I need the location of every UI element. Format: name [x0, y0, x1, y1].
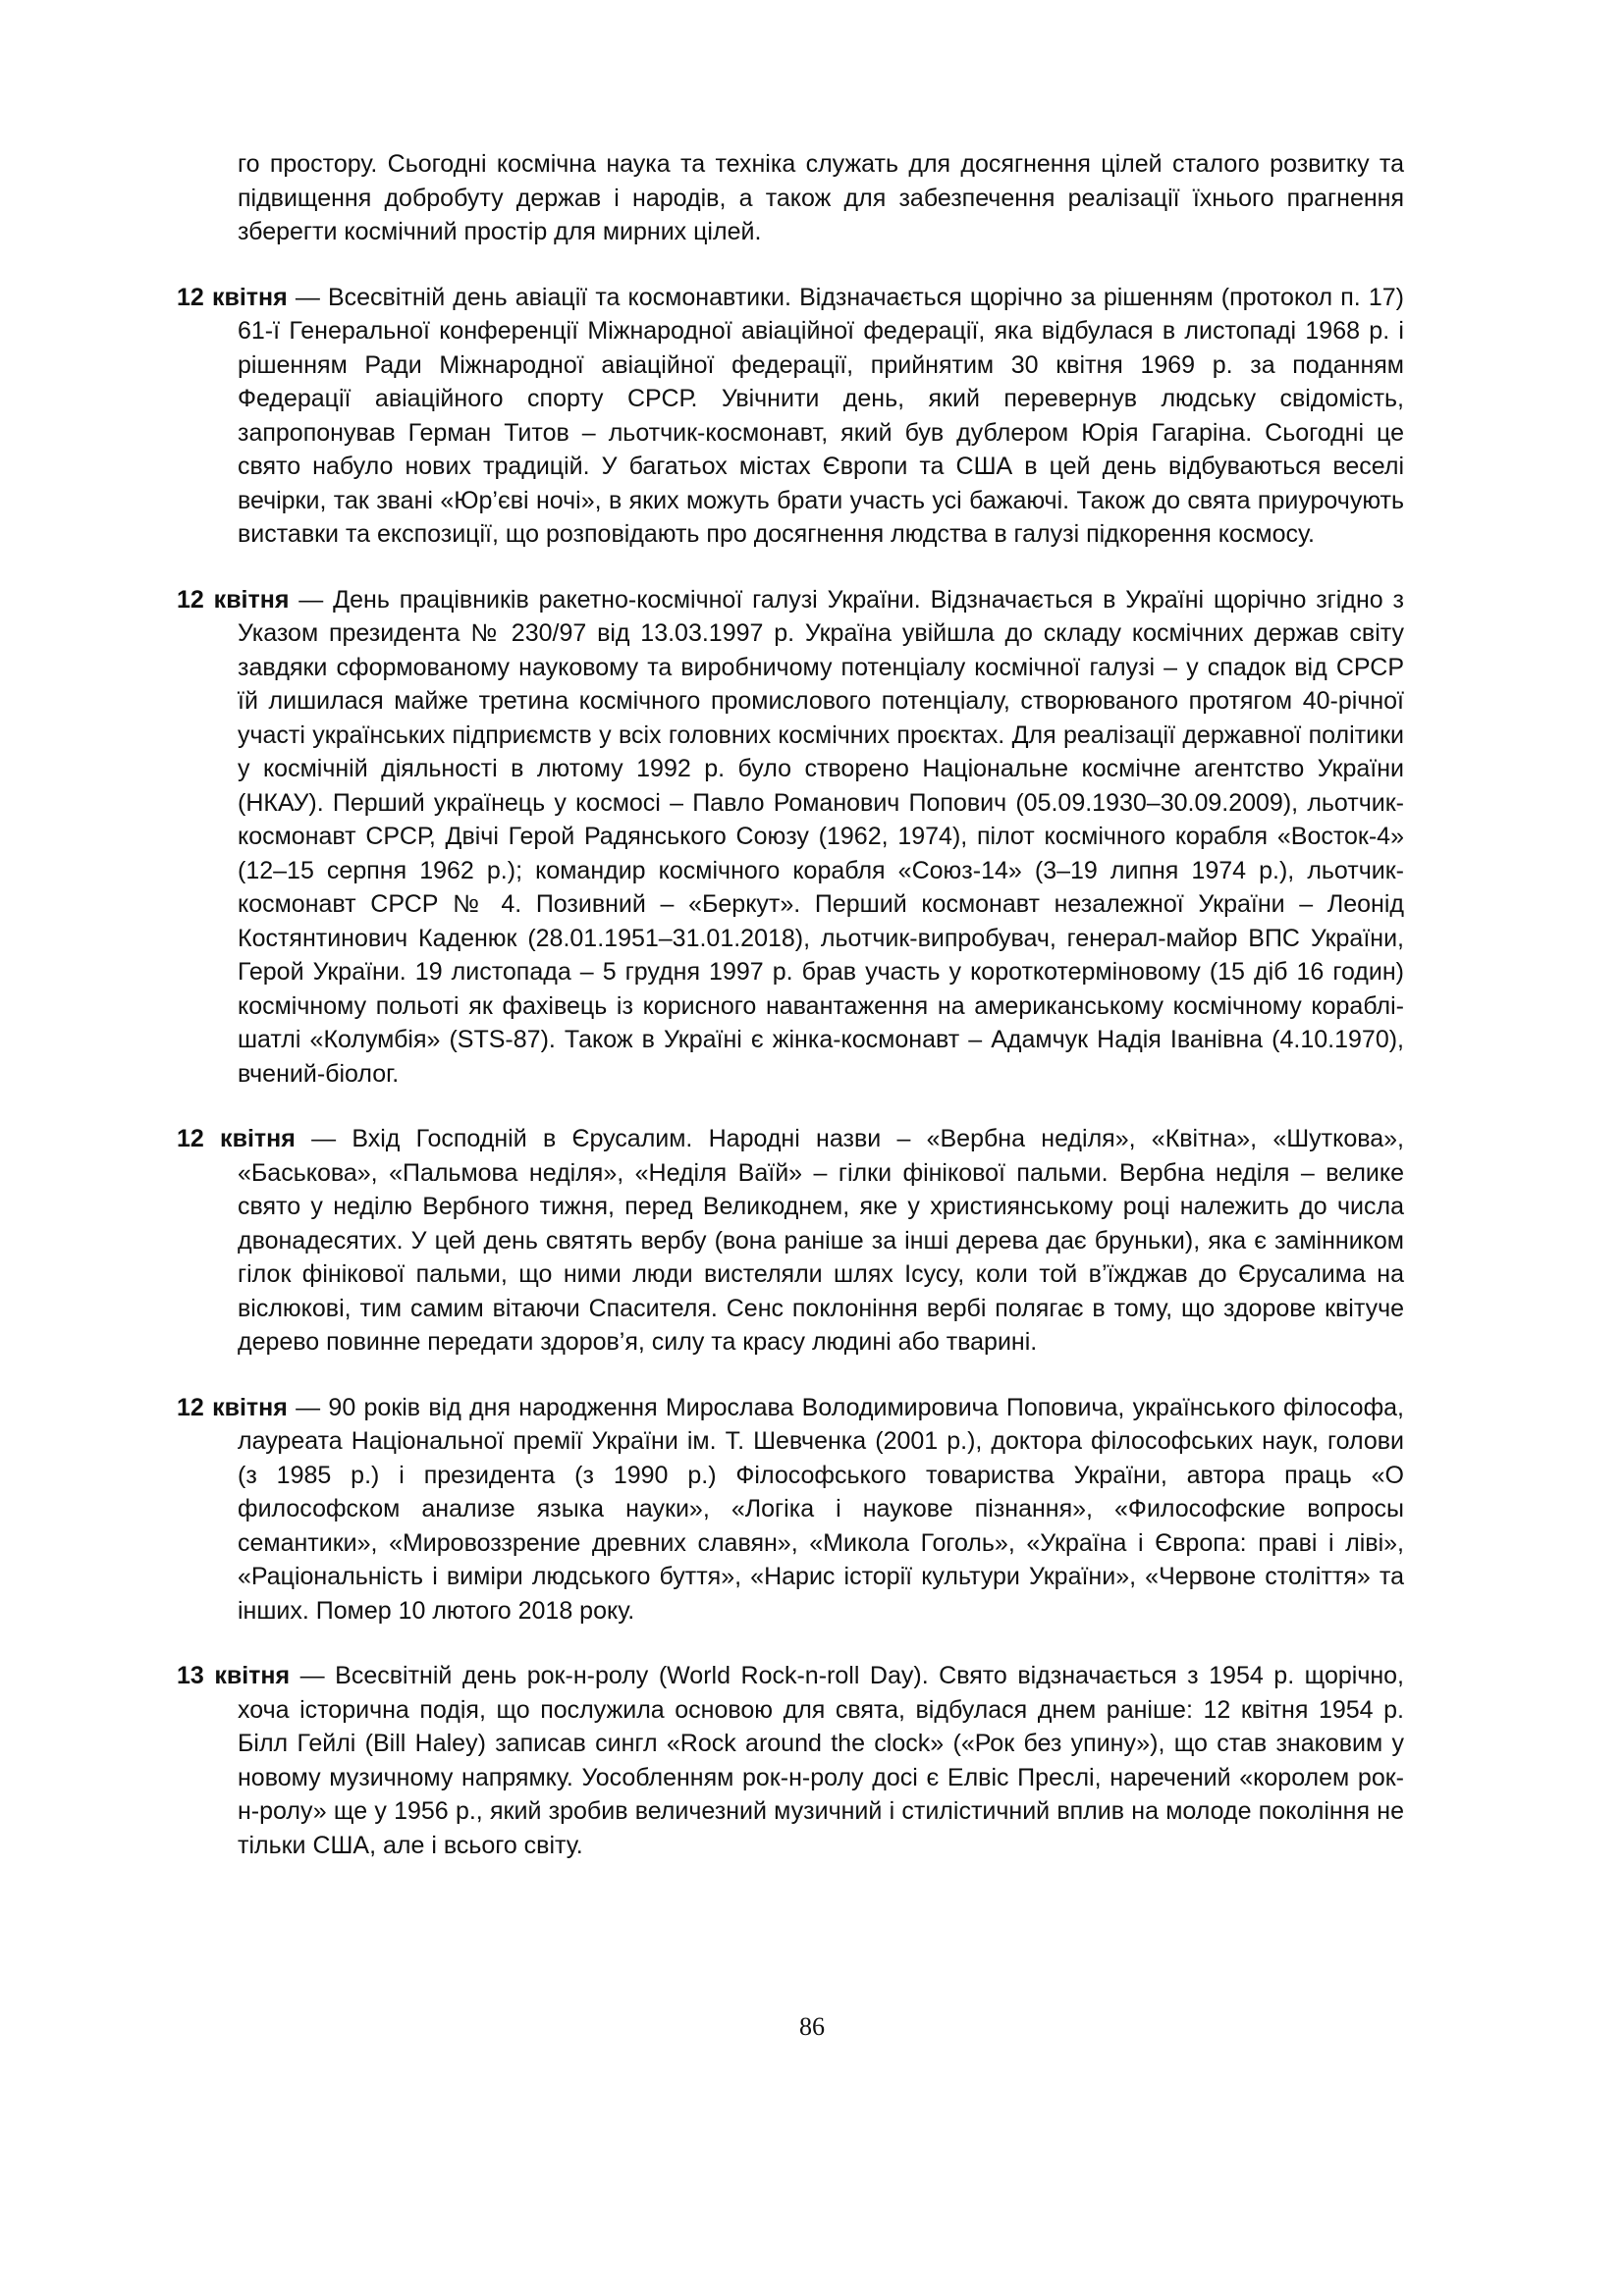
entry-text: — Вхід Господній в Єрусалим. Народні назви – «Вербна неділя», «Квітна», «Шуткова», «Баськова», «Пальмова неділя», «Неділя Ваїй» – гілки фінікової пальми. Вербна неділя – велике свято у неділю Вербного тижня, перед Великоднем, яке у християнському році належить до числа двонадесятих. У цей день святять вербу (вона раніше за інші дерева дає бруньки), яка є замінником гілок фінікової пальми, що ними люди вистеляли шлях Ісусу, коли той в’їжджав до Єрусалима на віслюкові, тим самим вітаючи Спасителя. Сенс поклоніння вербі полягає в тому, що здорове квітуче дерево повинне передати здоров’я, силу та красу людині або тварині. — [238, 1125, 1404, 1356]
entry-rock-n-roll-day — [177, 1659, 1404, 1862]
page-body — [177, 147, 1404, 1887]
entry-popovych-anniversary — [177, 1391, 1404, 1629]
intro-paragraph: го простору. Сьогодні космічна наука та техніка служать для досягнення цілей сталого розвитку та підвищення добробуту держав і народів, а також для забезпечення реалізації їхнього прагнення зберегти космічний простір для мирних цілей. — [238, 150, 1404, 245]
entry-date: 13 квітня — [177, 1662, 291, 1689]
entry-date: 12 квітня — [177, 1125, 296, 1152]
entry-text: — Всесвітній день рок-н-ролу (World Rock-n-roll Day). Свято відзначається з 1954 р. щорічно, хоча історична подія, що послужила основою для свята, відбулася днем раніше: 12 квітня 1954 р. Білл Гейлі (Bill Haley) записав сингл «Rock around the clock» («Рок без упину»), що став знаковим у новому музичному напрямку. Уособленням рок-н-ролу досі є Елвіс Преслі, наречений «королем рок-н-ролу» ще у 1956 р., який зробив величезний музичний і стилістичний вплив на молоде покоління не тільки США, але і всього світу. — [238, 1662, 1404, 1859]
entry-rocket-space-industry-day — [177, 583, 1404, 1092]
entry-date: 12 квітня — [177, 585, 290, 614]
entry-text: — 90 років від дня народження Мирослава Володимировича Поповича, українського філософа, лауреата Національної премії України ім. Т. Шевченка (2001 р.), доктора філософських наук, голови (з 1985 р.) і президента (з 1990 р.) Філософського товариства України, автора праць «О философском анализе языка науки», «Логіка і наукове пізнання», «Философские вопросы семантики», «Мировоззрение древних славян», «Микола Гоголь», «Україна і Європа: праві і ліві», «Раціональність і виміри людського буття», «Нарис історії культури України», «Червоне століття» та інших. Помер 10 лютого 2018 року. — [238, 1393, 1405, 1625]
entry-world-aviation-day — [177, 281, 1404, 552]
entry-text: — День працівників ракетно-космічної галузі України. Відзначається в Україні щорічно згідно з Указом президента № 230/97 від 13.03.1997 р. Україна увійшла до складу космічних держав світу завдяки сформованому науковому та виробничому потенціалу космічної галузі – у спадок від СРСР їй лишилася майже третина космічного промислового потенціалу, створюваного протягом 40-річної участі українських підприємств у всіх головних космічних проєктах. Для реалізації державної політики у космічній діяльності в лютому 1992 р. було створено Національне космічне агентство України (НКАУ). Перший українець у космосі – Павло Романович Попович (05.09.1930–30.09.2009), льотчик-космонавт СРСР, Двічі Герой Радянського Союзу (1962, 1974), пілот космічного корабля «Восток-4» (12–15 серпня 1962 р.); командир космічного корабля «Союз-14» (3–19 липня 1974 р.), льотчик-космонавт СРСР № 4. Позивний – «Беркут». Перший космонавт незалежної України – Леонід Костянтинович Каденюк (28.01.1951–31.01.2018), льотчик-випробувач, генерал-майор ВПС України, Герой України. 19 листопада – 5 грудня 1997 р. брав участь у короткотерміновому (15 діб 16 годин) космічному польоті як фахівець із корисного навантаження на американському космічному кораблі-шатлі «Колумбія» (STS-87). Також в Україні є жінка-космонавт – Адамчук Надія Іванівна (4.10.1970), вчений-біолог. — [238, 585, 1404, 1088]
entry-text: — Всесвітній день авіації та космонавтики. Відзначається щорічно за рішенням (протокол п. 17) 61-ї Генеральної конференції Міжнародної авіаційної федерації, яка відбулася в листопаді 1968 р. і рішенням Ради Міжнародної авіаційної федерації, прийнятим 30 квітня 1969 р. за поданням Федерації авіаційного спорту СРСР. Увічнити день, який перевернув людську свідомість, запропонував Герман Титов – льотчик-космонавт, який був дублером Юрія Гагаріна. Сьогодні це свято набуло нових традицій. У багатьох містах Європи та США в цей день відбуваються веселі вечірки, так звані «Юр’єві ночі», в яких можуть брати участь усі бажаючі. Також до свята приурочують виставки та експозиції, що розповідають про досягнення людства в галузі підкорення космосу. — [238, 283, 1405, 548]
entry-date: 12 квітня — [177, 1393, 288, 1421]
entry-date: 12 квітня — [177, 283, 288, 311]
page-number: 86 — [799, 2012, 825, 2041]
entry-palm-sunday — [177, 1122, 1404, 1360]
